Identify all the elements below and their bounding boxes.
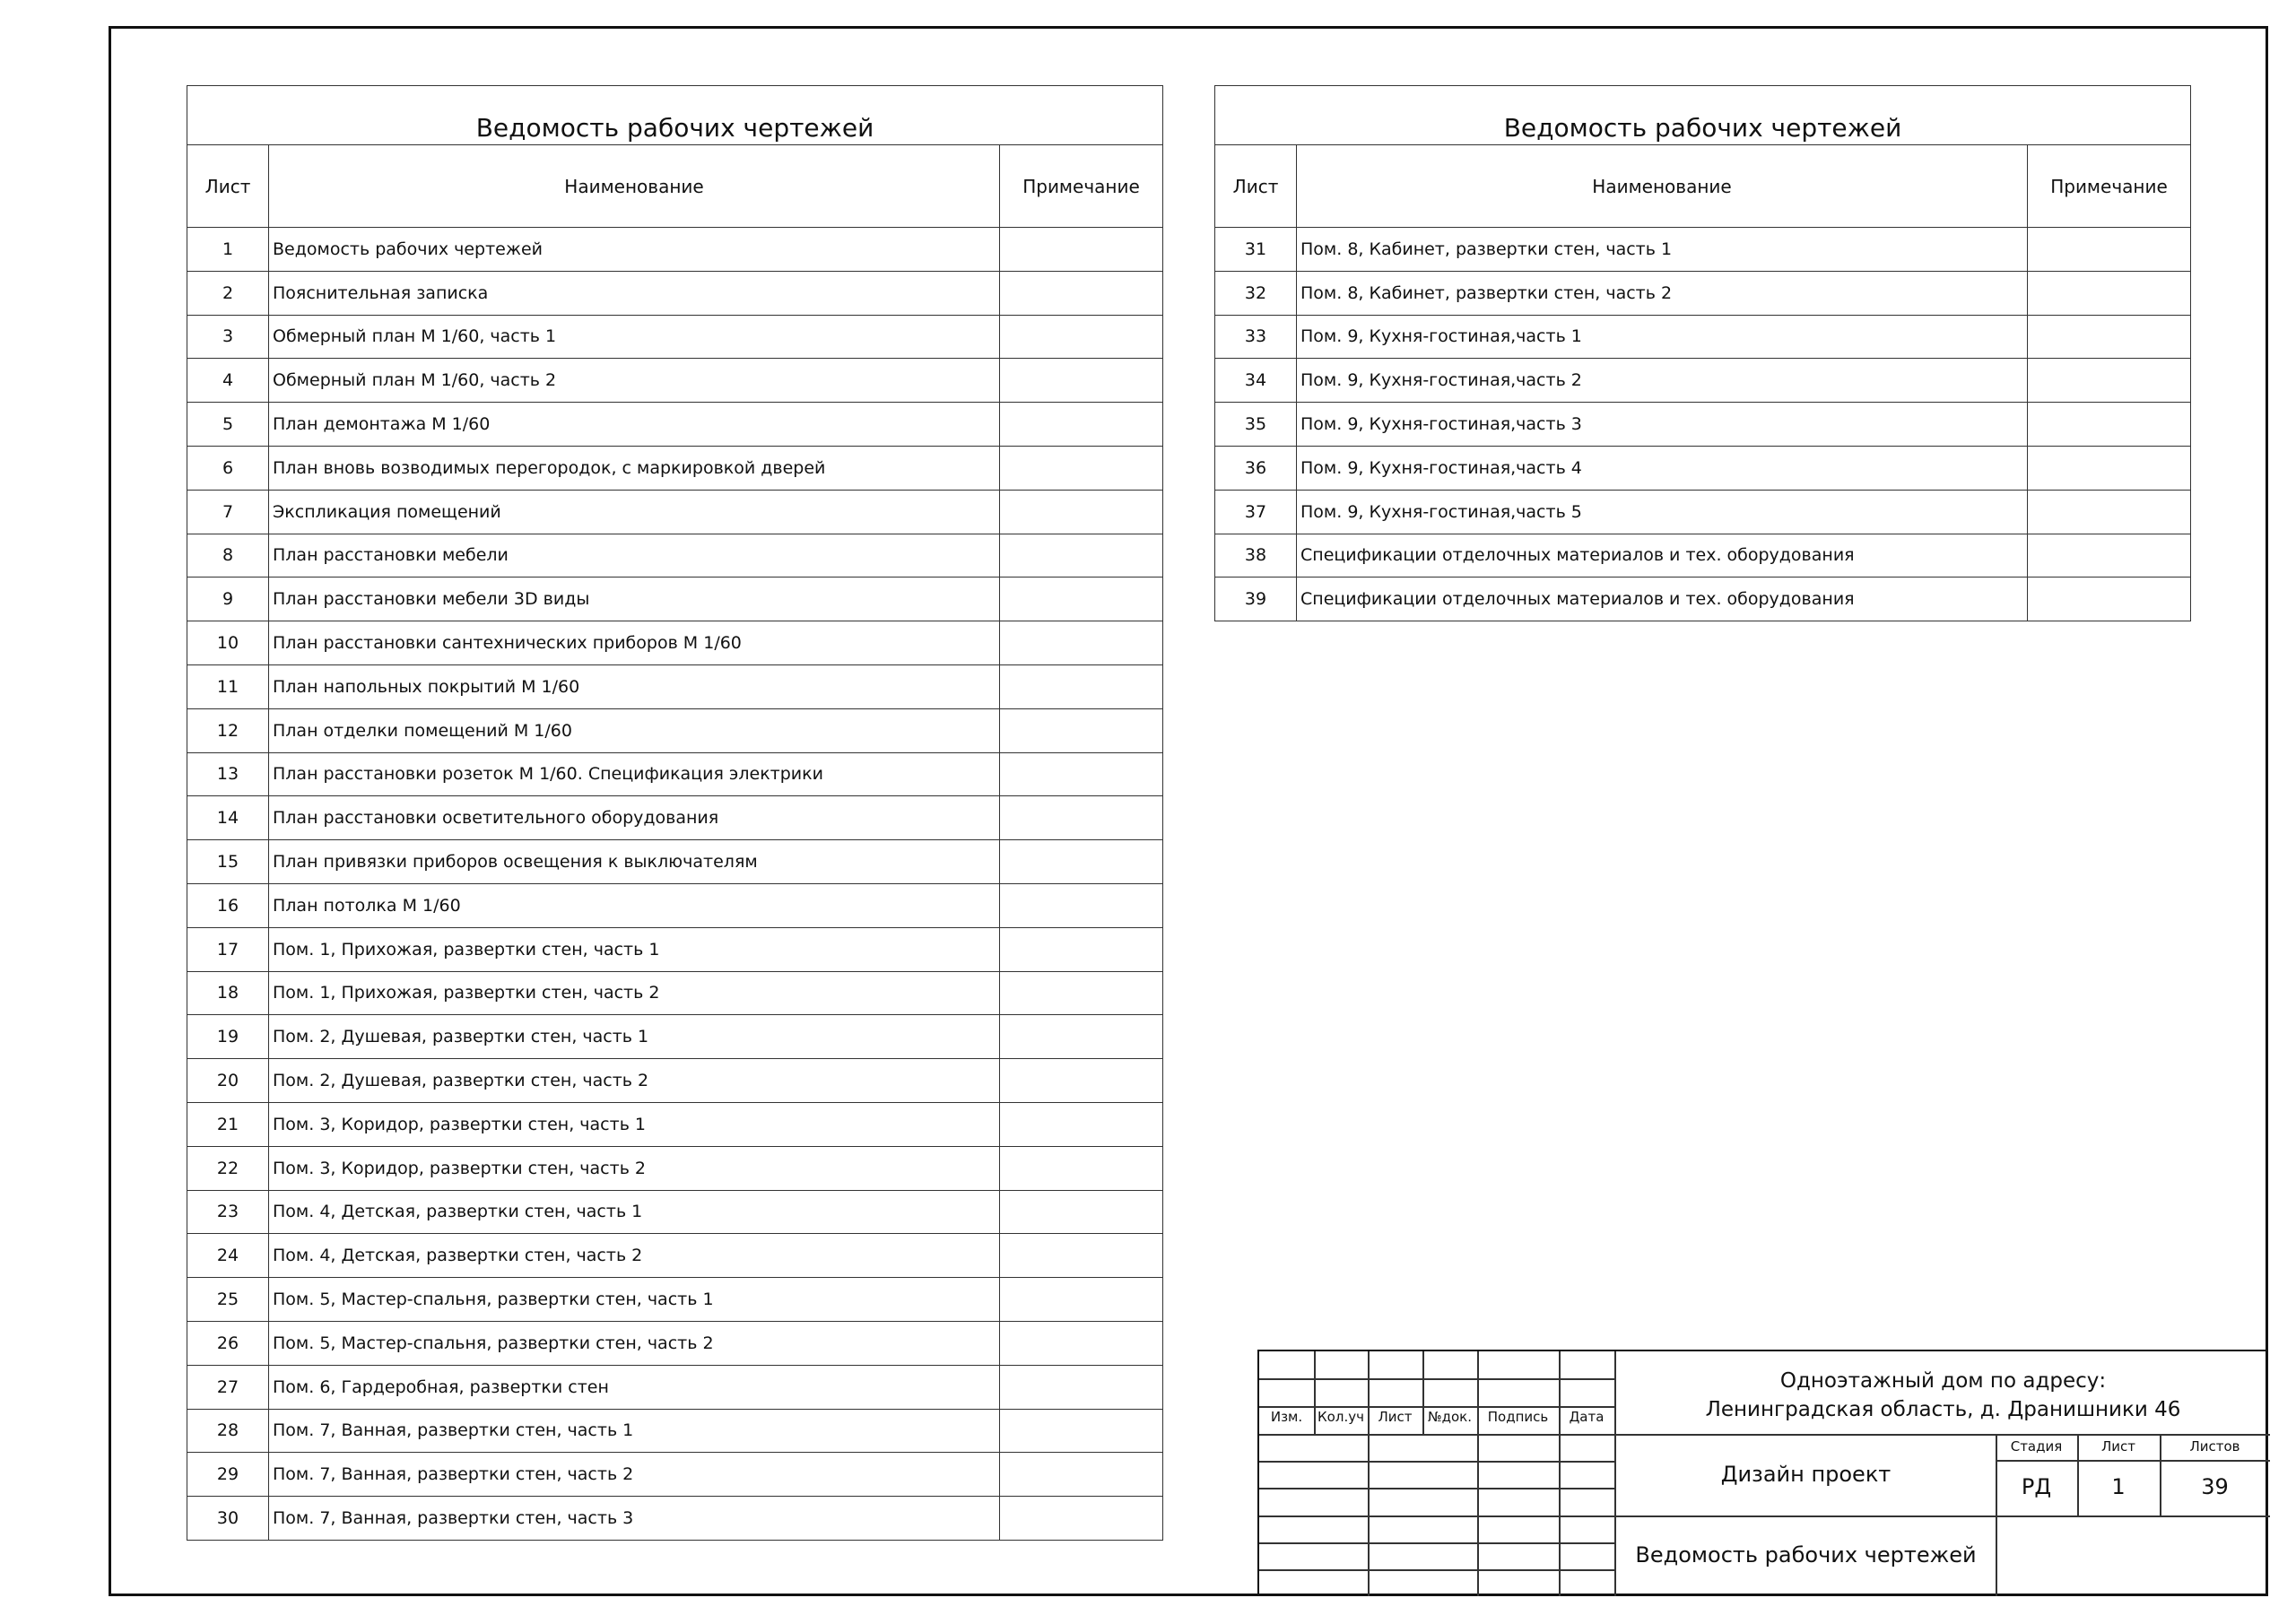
- drawing-name-cell: Пом. 7, Ванная, развертки стен, часть 3: [269, 1497, 1000, 1541]
- column-header-sheet: Лист: [1215, 145, 1297, 228]
- table-row: [187, 403, 1163, 447]
- drawing-name-cell: Пом. 9, Кухня-гостиная,часть 5: [1297, 490, 2028, 534]
- note-cell: [1000, 708, 1163, 752]
- drawing-name-cell: Ведомость рабочих чертежей: [269, 228, 1000, 272]
- stamp-label-doc-number: №док.: [1428, 1409, 1472, 1425]
- sheet-number-cell: 13: [187, 752, 269, 796]
- sheets-value: 39: [2201, 1474, 2229, 1499]
- drawing-name-cell: Пом. 2, Душевая, развертки стен, часть 2: [269, 1059, 1000, 1103]
- table-row: [187, 840, 1163, 884]
- drawings-list-table-left: [187, 85, 1163, 1541]
- sheet-number-cell: 10: [187, 621, 269, 665]
- note-cell: [1000, 752, 1163, 796]
- note-cell: [1000, 1015, 1163, 1059]
- drawing-name-cell: Пом. 8, Кабинет, развертки стен, часть 2: [1297, 271, 2028, 315]
- sheet-number-cell: 20: [187, 1059, 269, 1103]
- drawing-name-cell: Пом. 3, Коридор, развертки стен, часть 2: [269, 1146, 1000, 1190]
- sheet-number-cell: 5: [187, 403, 269, 447]
- project-address-line2: Ленинградская область, д. Дранишники 46: [1705, 1398, 2181, 1421]
- sheet-number-cell: 17: [187, 927, 269, 971]
- sheet-number-cell: 24: [187, 1234, 269, 1278]
- table-row: [187, 883, 1163, 927]
- drawing-name-cell: Обмерный план М 1/60, часть 2: [269, 359, 1000, 403]
- note-cell: [2028, 403, 2191, 447]
- sheet-number-cell: 16: [187, 883, 269, 927]
- drawing-name-cell: Пояснительная записка: [269, 271, 1000, 315]
- stamp-label-signature: Подпись: [1487, 1409, 1549, 1425]
- note-cell: [2028, 446, 2191, 490]
- sheet-number-cell: 36: [1215, 446, 1297, 490]
- note-cell: [1000, 578, 1163, 621]
- stamp-label-sheet: Лист: [1378, 1409, 1413, 1425]
- sheet-number-cell: 22: [187, 1146, 269, 1190]
- table-row: [187, 1321, 1163, 1365]
- sheet-number-cell: 15: [187, 840, 269, 884]
- table-row: [187, 1409, 1163, 1453]
- note-cell: [1000, 534, 1163, 578]
- sheet-number-cell: 18: [187, 971, 269, 1015]
- sheet-number-cell: 4: [187, 359, 269, 403]
- table-row: [187, 1497, 1163, 1541]
- sheet-number-cell: 30: [187, 1497, 269, 1541]
- drawing-name-cell: План расстановки розеток М 1/60. Спецификация электрики: [269, 752, 1000, 796]
- stamp-label-date: Дата: [1569, 1409, 1605, 1425]
- table-row: [1215, 534, 2191, 578]
- sheet-number-cell: 2: [187, 271, 269, 315]
- drawing-name-cell: Пом. 9, Кухня-гостиная,часть 1: [1297, 315, 2028, 359]
- table-row: [187, 1365, 1163, 1409]
- note-cell: [1000, 1321, 1163, 1365]
- sheet-number-cell: 11: [187, 664, 269, 708]
- note-cell: [1000, 1102, 1163, 1146]
- drawing-name-cell: Пом. 2, Душевая, развертки стен, часть 1: [269, 1015, 1000, 1059]
- sheet-label: Лист: [2100, 1438, 2135, 1455]
- table-row: [187, 1190, 1163, 1234]
- table-row: [187, 315, 1163, 359]
- sheets-label: Листов: [2189, 1438, 2240, 1455]
- drawing-name-cell: Пом. 5, Мастер-спальня, развертки стен, часть 2: [269, 1321, 1000, 1365]
- drawing-name-cell: План расстановки осветительного оборудования: [269, 796, 1000, 840]
- drawing-name-cell: План демонтажа М 1/60: [269, 403, 1000, 447]
- column-header-note: Примечание: [2028, 145, 2191, 228]
- table-row: [187, 1102, 1163, 1146]
- drawing-name-cell: Пом. 9, Кухня-гостиная,часть 2: [1297, 359, 2028, 403]
- drawing-name-cell: Пом. 1, Прихожая, развертки стен, часть 2: [269, 971, 1000, 1015]
- column-header-name: Наименование: [269, 145, 1000, 228]
- note-cell: [1000, 1146, 1163, 1190]
- note-cell: [1000, 621, 1163, 665]
- drawing-name-cell: Пом. 9, Кухня-гостиная,часть 3: [1297, 403, 2028, 447]
- table-row: [1215, 228, 2191, 272]
- sheet-number-cell: 23: [187, 1190, 269, 1234]
- sheet-number-cell: 26: [187, 1321, 269, 1365]
- drawing-name-cell: Пом. 4, Детская, развертки стен, часть 2: [269, 1234, 1000, 1278]
- sheet-number-cell: 6: [187, 446, 269, 490]
- drawing-name-cell: Пом. 7, Ванная, развертки стен, часть 1: [269, 1409, 1000, 1453]
- table-row: [187, 621, 1163, 665]
- sheet-number-cell: 7: [187, 490, 269, 534]
- note-cell: [2028, 490, 2191, 534]
- note-cell: [1000, 1278, 1163, 1322]
- table-row: [1215, 271, 2191, 315]
- table-row: [187, 490, 1163, 534]
- table-row: [187, 446, 1163, 490]
- sheet-number-cell: 12: [187, 708, 269, 752]
- drawing-name-cell: План напольных покрытий М 1/60: [269, 664, 1000, 708]
- note-cell: [1000, 971, 1163, 1015]
- table-row: [187, 359, 1163, 403]
- drawing-name-cell: План привязки приборов освещения к выключателям: [269, 840, 1000, 884]
- note-cell: [1000, 927, 1163, 971]
- column-header-sheet: Лист: [187, 145, 269, 228]
- table-row: [187, 752, 1163, 796]
- note-cell: [1000, 1497, 1163, 1541]
- note-cell: [1000, 271, 1163, 315]
- note-cell: [2028, 534, 2191, 578]
- sheet-number-cell: 3: [187, 315, 269, 359]
- table-row: [1215, 578, 2191, 621]
- drawing-name-cell: Спецификации отделочных материалов и тех. оборудования: [1297, 534, 2028, 578]
- sheet-number-cell: 39: [1215, 578, 1297, 621]
- drawing-name-cell: Спецификации отделочных материалов и тех. оборудования: [1297, 578, 2028, 621]
- table-row: [1215, 490, 2191, 534]
- note-cell: [2028, 228, 2191, 272]
- sheet-number-cell: 28: [187, 1409, 269, 1453]
- table-row: [187, 578, 1163, 621]
- sheet-number-cell: 21: [187, 1102, 269, 1146]
- drawing-name-cell: Пом. 3, Коридор, развертки стен, часть 1: [269, 1102, 1000, 1146]
- note-cell: [1000, 840, 1163, 884]
- note-cell: [1000, 1453, 1163, 1497]
- note-cell: [1000, 315, 1163, 359]
- sheet-number-cell: 35: [1215, 403, 1297, 447]
- note-cell: [1000, 1365, 1163, 1409]
- note-cell: [1000, 228, 1163, 272]
- column-header-name: Наименование: [1297, 145, 2028, 228]
- table-title: Ведомость рабочих чертежей: [1215, 86, 2191, 145]
- note-cell: [2028, 578, 2191, 621]
- stage-label: Стадия: [2010, 1438, 2063, 1455]
- drawing-name-cell: Пом. 5, Мастер-спальня, развертки стен, часть 1: [269, 1278, 1000, 1322]
- note-cell: [1000, 359, 1163, 403]
- sheet-number-cell: 9: [187, 578, 269, 621]
- table-row: [187, 1146, 1163, 1190]
- table-row: [187, 664, 1163, 708]
- note-cell: [1000, 796, 1163, 840]
- sheet-number-cell: 14: [187, 796, 269, 840]
- note-cell: [1000, 664, 1163, 708]
- note-cell: [2028, 315, 2191, 359]
- drawing-name-cell: План отделки помещений М 1/60: [269, 708, 1000, 752]
- drawings-list-table-right: [1214, 85, 2191, 621]
- drawing-name-cell: Пом. 9, Кухня-гостиная,часть 4: [1297, 446, 2028, 490]
- drawing-name-cell: План потолка М 1/60: [269, 883, 1000, 927]
- sheet-number-cell: 32: [1215, 271, 1297, 315]
- sheet-number-cell: 25: [187, 1278, 269, 1322]
- table-row: [187, 534, 1163, 578]
- note-cell: [2028, 271, 2191, 315]
- drawing-name-cell: План расстановки сантехнических приборов М 1/60: [269, 621, 1000, 665]
- note-cell: [1000, 490, 1163, 534]
- stamp-label-change: Изм.: [1270, 1409, 1303, 1425]
- sheet-number-cell: 29: [187, 1453, 269, 1497]
- project-name: Дизайн проект: [1720, 1462, 1892, 1487]
- drawing-name-cell: План вновь возводимых перегородок, с маркировкой дверей: [269, 446, 1000, 490]
- stamp-label-count: Кол.уч: [1318, 1409, 1364, 1425]
- stage-value: РД: [2021, 1474, 2052, 1499]
- table-row: [187, 927, 1163, 971]
- table-row: [187, 228, 1163, 272]
- drawing-name-cell: Пом. 1, Прихожая, развертки стен, часть 1: [269, 927, 1000, 971]
- table-row: [1215, 315, 2191, 359]
- project-address-line1: Одноэтажный дом по адресу:: [1779, 1369, 2107, 1393]
- sheet-number-cell: 37: [1215, 490, 1297, 534]
- note-cell: [1000, 1409, 1163, 1453]
- drawing-name-cell: Пом. 6, Гардеробная, развертки стен: [269, 1365, 1000, 1409]
- drawing-name-cell: Пом. 4, Детская, развертки стен, часть 1: [269, 1190, 1000, 1234]
- note-cell: [1000, 883, 1163, 927]
- sheet-number-cell: 1: [187, 228, 269, 272]
- sheet-value: 1: [2111, 1474, 2126, 1499]
- note-cell: [1000, 446, 1163, 490]
- sheet-number-cell: 34: [1215, 359, 1297, 403]
- sheet-number-cell: 27: [187, 1365, 269, 1409]
- table-row: [187, 1278, 1163, 1322]
- table-row: [187, 271, 1163, 315]
- table-body: [1215, 228, 2191, 621]
- sheet-number-cell: 33: [1215, 315, 1297, 359]
- drawing-name-cell: План расстановки мебели 3D виды: [269, 578, 1000, 621]
- sheet-number-cell: 19: [187, 1015, 269, 1059]
- note-cell: [1000, 1190, 1163, 1234]
- sheet-number-cell: 38: [1215, 534, 1297, 578]
- table-row: [187, 1234, 1163, 1278]
- note-cell: [1000, 1234, 1163, 1278]
- drawing-name-cell: План расстановки мебели: [269, 534, 1000, 578]
- table-row: [187, 1015, 1163, 1059]
- table-row: [187, 708, 1163, 752]
- column-header-note: Примечание: [1000, 145, 1163, 228]
- drawing-title: Ведомость рабочих чертежей: [1635, 1542, 1977, 1568]
- sheet-number-cell: 8: [187, 534, 269, 578]
- table-body: [187, 228, 1163, 1541]
- table-row: [187, 796, 1163, 840]
- note-cell: [2028, 359, 2191, 403]
- table-row: [1215, 446, 2191, 490]
- drawing-name-cell: Пом. 8, Кабинет, развертки стен, часть 1: [1297, 228, 2028, 272]
- note-cell: [1000, 1059, 1163, 1103]
- drawing-name-cell: Обмерный план М 1/60, часть 1: [269, 315, 1000, 359]
- sheet-number-cell: 31: [1215, 228, 1297, 272]
- title-block: [1257, 1350, 2268, 1596]
- table-row: [1215, 403, 2191, 447]
- table-row: [187, 1453, 1163, 1497]
- note-cell: [1000, 403, 1163, 447]
- table-title: Ведомость рабочих чертежей: [187, 86, 1163, 145]
- table-row: [187, 1059, 1163, 1103]
- drawing-name-cell: Экспликация помещений: [269, 490, 1000, 534]
- drawing-name-cell: Пом. 7, Ванная, развертки стен, часть 2: [269, 1453, 1000, 1497]
- table-row: [187, 971, 1163, 1015]
- table-row: [1215, 359, 2191, 403]
